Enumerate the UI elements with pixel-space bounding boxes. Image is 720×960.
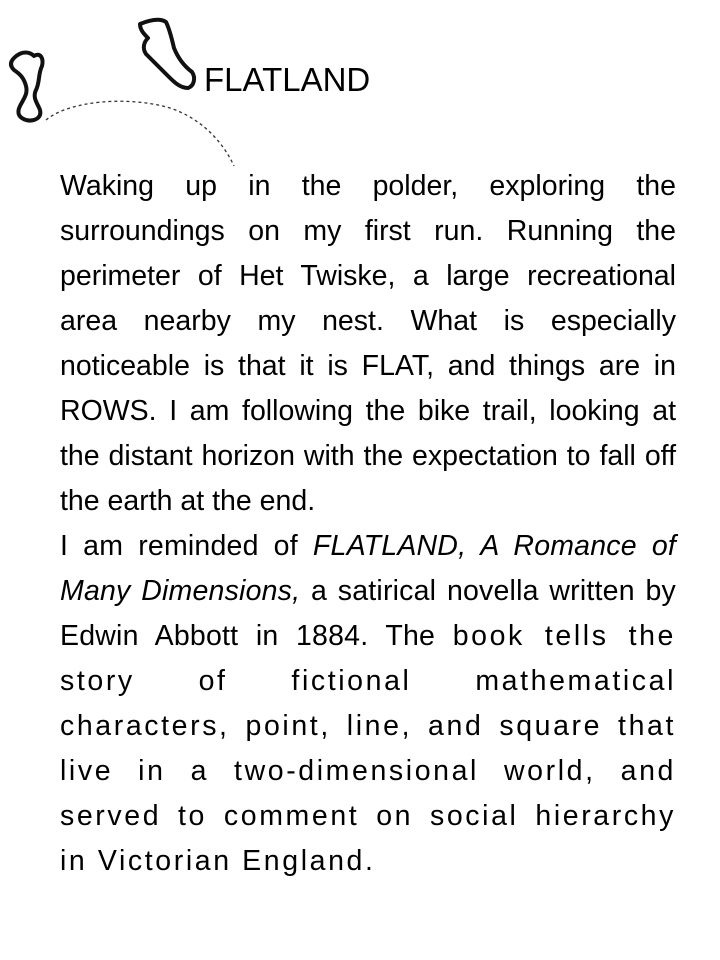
dashed-route-arc: [46, 101, 234, 166]
paragraph-intro: I am reminded of: [60, 530, 313, 562]
paragraph-flatland-reference: [60, 524, 676, 884]
paragraph-middle: a satirical novella written by Edwin Abbott in 1884. The: [60, 575, 676, 652]
coastline-outline-icon: [11, 53, 43, 121]
page-title: FLATLAND: [204, 61, 371, 98]
article-body: [60, 164, 676, 884]
paragraph-wide-text: book tells the story of fictional mathematical characters, point, line, and square that live in a two-dimensional world, and served to comment on social hierarchy in Victorian England.: [60, 620, 676, 877]
boot-shaped-outline-icon: [140, 20, 194, 88]
paragraph-run-description: Waking up in the polder, exploring the surroundings on my first run. Running the perimeter of Het Twiske, a large recreational area nearby my nest. What is especially noticeable is that it is FLAT, and things are in ROWS. I am following the bike trail, looking at the distant horizon with the expectation to fall off the earth at the end.: [60, 170, 676, 517]
book-title: FLATLAND, A Romance of Many Dimensions,: [60, 530, 677, 607]
